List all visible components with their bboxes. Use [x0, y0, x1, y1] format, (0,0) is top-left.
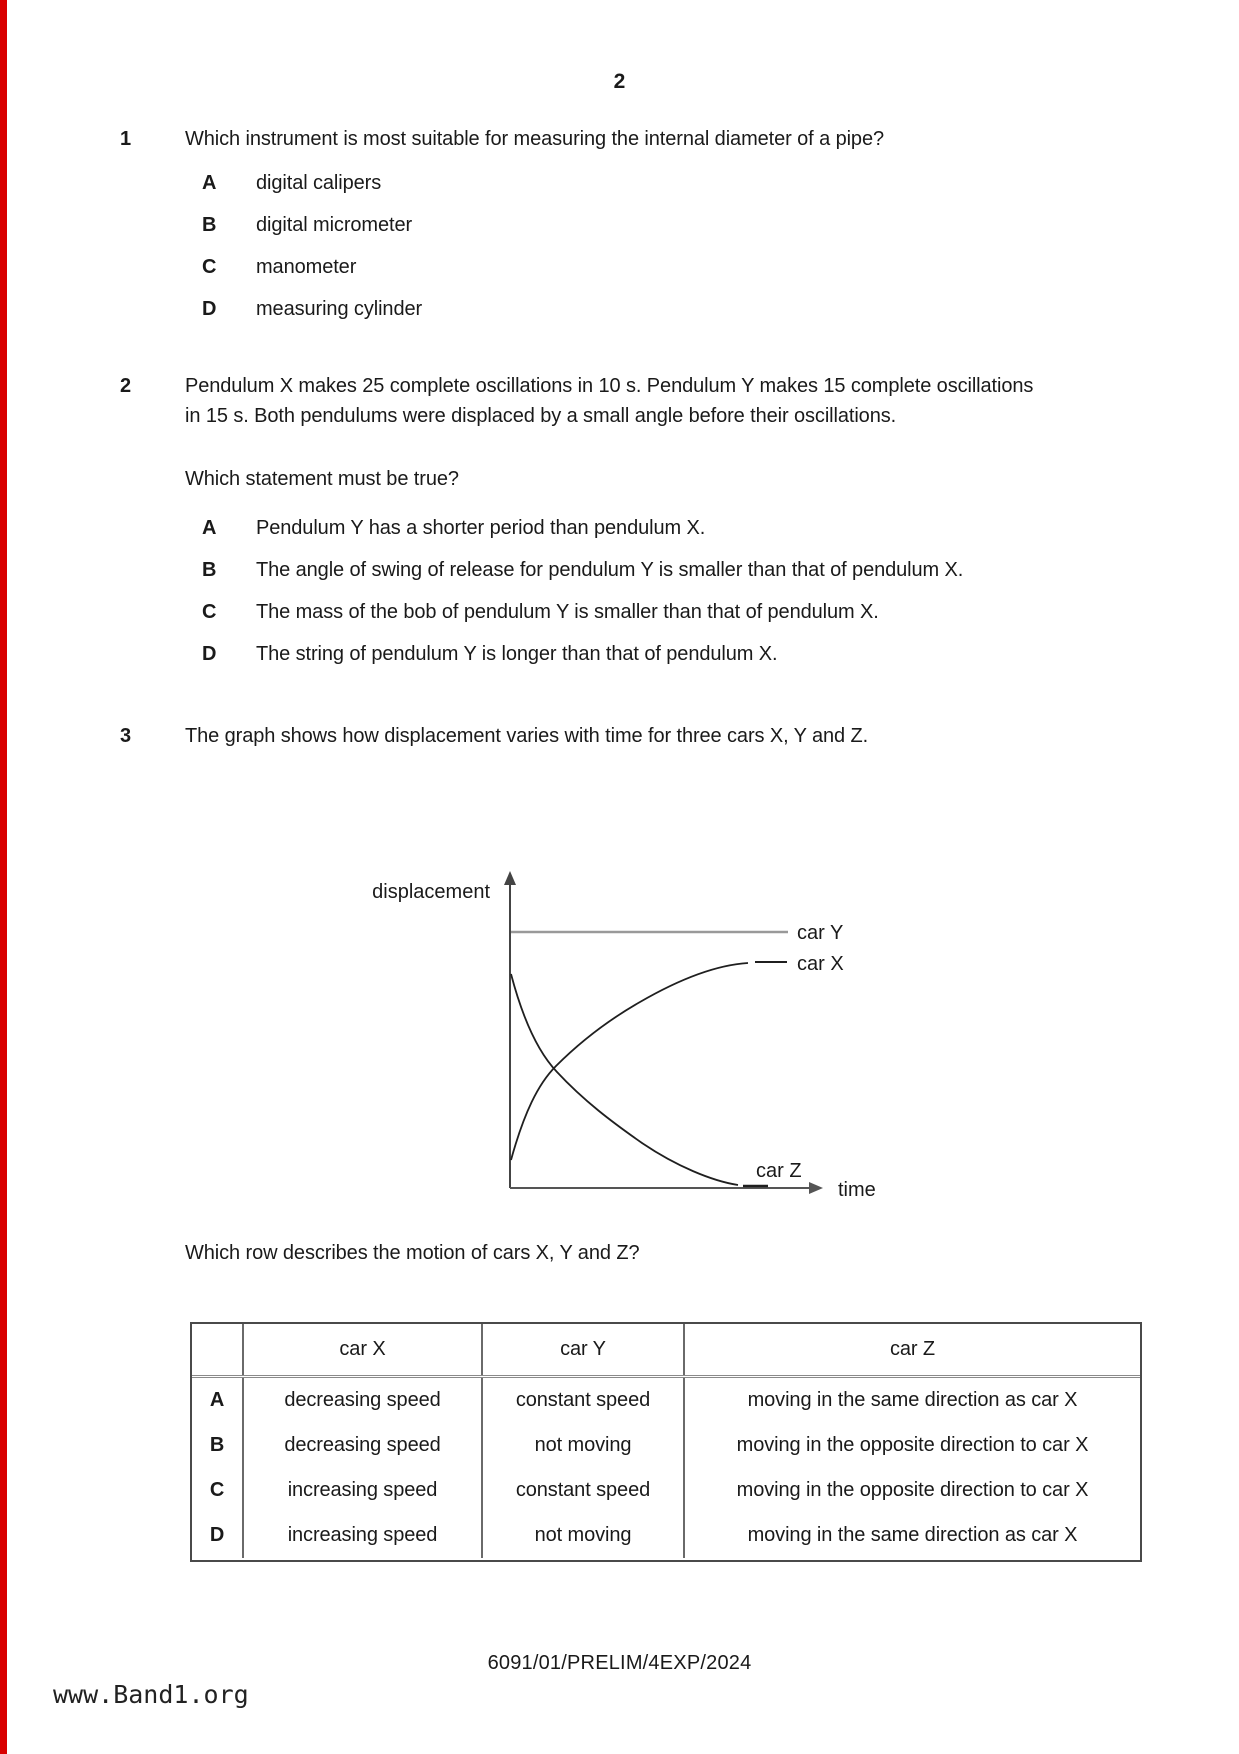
q2-option-letter-b: B — [202, 559, 217, 581]
page-number: 2 — [613, 70, 626, 93]
q1-option-letter-c: C — [202, 256, 217, 278]
q2-option-text-a: Pendulum Y has a shorter period than pendulum X. — [256, 517, 706, 539]
header-car-x: car X — [244, 1324, 483, 1375]
q2-option-letter-c: C — [202, 601, 217, 623]
q1-option-text-c: manometer — [256, 256, 357, 278]
q2-option-text-d: The string of pendulum Y is longer than that of pendulum X. — [256, 643, 778, 665]
question-3-number: 3 — [120, 725, 132, 747]
site-watermark: www.Band1.org — [53, 1680, 249, 1709]
y-axis-arrow-icon — [504, 871, 516, 885]
row-a-car-y: constant speed — [483, 1378, 685, 1423]
header-car-y: car Y — [483, 1324, 685, 1375]
row-letter: A — [192, 1378, 244, 1423]
question-3-prompt: Which row describes the motion of cars X, Y and Z? — [185, 1242, 640, 1264]
q1-option-text-b: digital micrometer — [256, 214, 413, 236]
car-x-label: car X — [797, 953, 844, 975]
q1-option-letter-a: A — [202, 172, 217, 194]
q2-option-text-b: The angle of swing of release for pendulum Y is smaller than that of pendulum X. — [256, 559, 964, 581]
row-d-car-x: increasing speed — [244, 1513, 483, 1558]
question-3-text: The graph shows how displacement varies with time for three cars X, Y and Z. — [185, 725, 869, 747]
row-b-car-z: moving in the opposite direction to car X — [736, 1434, 1089, 1456]
q2-option-letter-d: D — [202, 643, 217, 665]
q1-option-letter-b: B — [202, 214, 217, 236]
car-x-curve — [511, 963, 748, 1160]
row-b-car-y: not moving — [483, 1423, 685, 1468]
row-a-car-x: decreasing speed — [244, 1378, 483, 1423]
answer-table — [190, 1322, 1142, 1562]
question-2-text-line2: in 15 s. Both pendulums were displaced by a small angle before their oscillations. — [185, 405, 897, 427]
left-red-edge-bar — [0, 0, 7, 1754]
row-b-car-x: decreasing speed — [244, 1423, 483, 1468]
row-letter: D — [192, 1513, 244, 1558]
car-y-label: car Y — [797, 922, 844, 944]
table-row-d — [192, 1513, 1140, 1558]
row-c-car-y: constant speed — [483, 1468, 685, 1513]
question-2-text-line1: Pendulum X makes 25 complete oscillations in 10 s. Pendulum Y makes 15 complete oscillations — [185, 375, 1034, 397]
question-2-prompt: Which statement must be true? — [185, 468, 459, 490]
q1-option-text-a: digital calipers — [256, 172, 382, 194]
row-c-car-x: increasing speed — [244, 1468, 483, 1513]
table-corner-cell — [192, 1324, 244, 1375]
x-axis-arrow-icon — [809, 1182, 823, 1194]
row-d-car-y: not moving — [483, 1513, 685, 1558]
q2-option-letter-a: A — [202, 517, 217, 539]
q1-option-text-d: measuring cylinder — [256, 298, 423, 320]
header-car-z: car Z — [889, 1338, 936, 1360]
table-row-b — [192, 1423, 1140, 1468]
row-c-car-z: moving in the opposite direction to car X — [736, 1479, 1089, 1501]
row-d-car-z: moving in the same direction as car X — [747, 1524, 1078, 1546]
row-letter: B — [192, 1423, 244, 1468]
table-row-a — [192, 1378, 1140, 1423]
question-1-number: 1 — [120, 128, 132, 150]
x-axis-label: time — [838, 1179, 876, 1201]
row-a-car-z: moving in the same direction as car X — [747, 1389, 1078, 1411]
row-letter: C — [192, 1468, 244, 1513]
table-row-c — [192, 1468, 1140, 1513]
car-z-label: car Z — [756, 1160, 802, 1182]
answer-table-header-row — [192, 1324, 1140, 1378]
question-1-text: Which instrument is most suitable for measuring the internal diameter of a pipe? — [185, 128, 885, 150]
question-2-number: 2 — [120, 375, 132, 397]
q1-option-letter-d: D — [202, 298, 217, 320]
exam-paper-code: 6091/01/PRELIM/4EXP/2024 — [487, 1652, 752, 1674]
displacement-time-graph — [300, 860, 920, 1210]
y-axis-label: displacement — [372, 881, 490, 903]
q2-option-text-c: The mass of the bob of pendulum Y is smaller than that of pendulum X. — [256, 601, 879, 623]
